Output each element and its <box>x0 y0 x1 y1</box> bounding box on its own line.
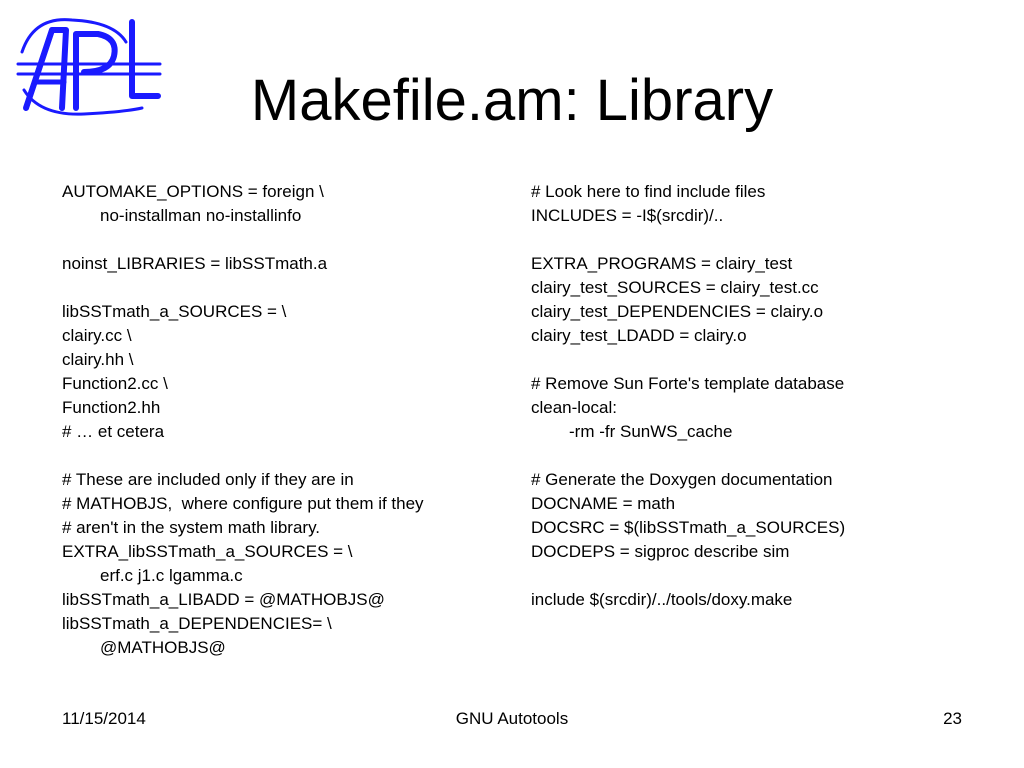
code-line <box>62 276 512 300</box>
code-line: libSSTmath_a_SOURCES = \ <box>62 302 287 321</box>
code-line <box>62 228 512 252</box>
footer-title: GNU Autotools <box>455 709 569 728</box>
code-line: EXTRA_PROGRAMS = clairy_test <box>531 254 793 273</box>
code-line <box>531 564 1001 588</box>
slide-number: 23 <box>943 709 962 728</box>
code-line: EXTRA_libSSTmath_a_SOURCES = \ <box>62 542 353 561</box>
slide-title: Makefile.am: Library <box>250 68 774 133</box>
code-line: INCLUDES = -I$(srcdir)/.. <box>531 206 724 225</box>
code-line <box>62 444 512 468</box>
code-line: # … et cetera <box>62 422 165 441</box>
code-line: no-installman no-installinfo <box>100 206 302 225</box>
code-line: clairy_test_SOURCES = clairy_test.cc <box>531 278 819 297</box>
code-line <box>531 228 1001 252</box>
code-line: clairy.hh \ <box>62 350 134 369</box>
code-line: clean-local: <box>531 398 617 417</box>
code-line <box>531 348 1001 372</box>
code-line: clairy_test_DEPENDENCIES = clairy.o <box>531 302 824 321</box>
code-line: erf.c j1.c lgamma.c <box>100 566 243 585</box>
code-line: @MATHOBJS@ <box>100 638 226 657</box>
code-line: # Look here to find include files <box>531 182 766 201</box>
right-code-column <box>531 180 1001 612</box>
code-line: # These are included only if they are in <box>62 470 354 489</box>
code-line: Function2.cc \ <box>62 374 168 393</box>
code-line: noinst_LIBRARIES = libSSTmath.a <box>62 254 328 273</box>
code-line: DOCNAME = math <box>531 494 676 513</box>
footer-date: 11/15/2014 <box>62 709 146 728</box>
code-line: Function2.hh <box>62 398 161 417</box>
code-line: # Generate the Doxygen documentation <box>531 470 833 489</box>
code-line: # MATHOBJS, where configure put them if they <box>62 494 424 513</box>
code-line: DOCDEPS = sigproc describe sim <box>531 542 790 561</box>
code-line: # aren't in the system math library. <box>62 518 321 537</box>
code-line: # Remove Sun Forte's template database <box>531 374 845 393</box>
code-line: clairy_test_LDADD = clairy.o <box>531 326 747 345</box>
code-line: AUTOMAKE_OPTIONS = foreign \ <box>62 182 324 201</box>
code-line <box>531 444 1001 468</box>
code-line: clairy.cc \ <box>62 326 132 345</box>
code-line: libSSTmath_a_DEPENDENCIES= \ <box>62 614 332 633</box>
left-code-column <box>62 180 512 660</box>
code-line: libSSTmath_a_LIBADD = @MATHOBJS@ <box>62 590 385 609</box>
code-line: DOCSRC = $(libSSTmath_a_SOURCES) <box>531 518 846 537</box>
code-line: -rm -fr SunWS_cache <box>569 422 733 441</box>
code-line: include $(srcdir)/../tools/doxy.make <box>531 590 793 609</box>
